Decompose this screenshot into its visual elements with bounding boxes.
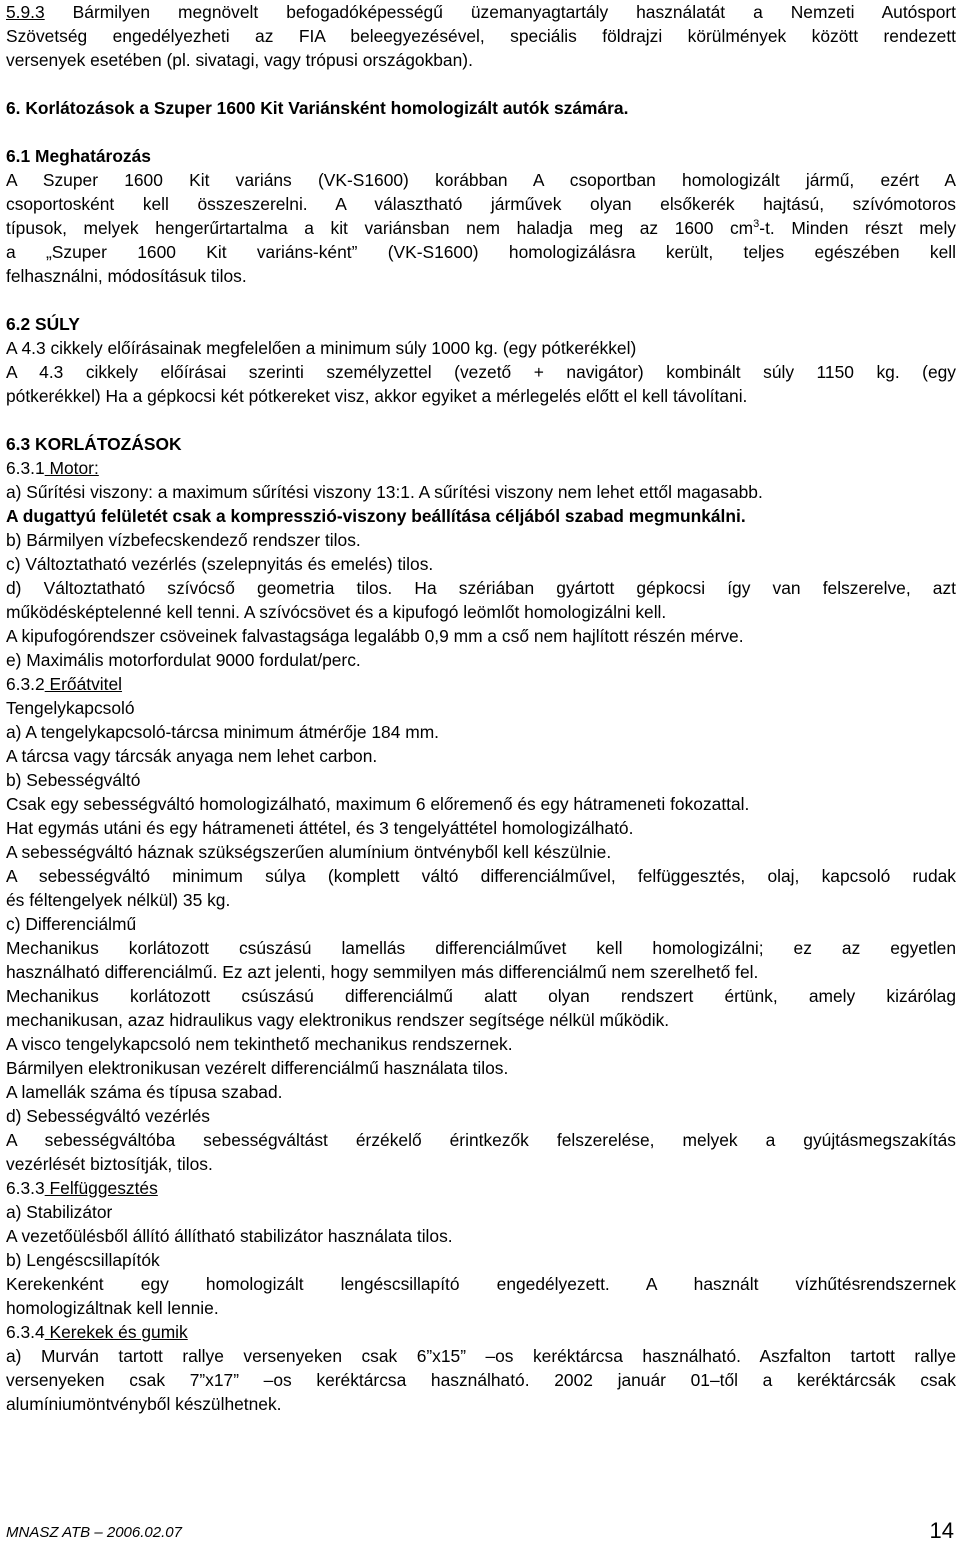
paragraph-line: A 4.3 cikkely előírásainak megfelelően a minimum súly 1000 kg. (egy pótkerékkel) — [6, 338, 637, 358]
paragraph-line: csoportosként kell összeszerelni. A választható járművek olyan elsőkerék hajtású, szívómotoros — [6, 194, 956, 214]
paragraph-line: mechanikusan, azaz hidraulikus vagy elektronikus rendszer segítsége nélkül működik. — [6, 1010, 670, 1030]
paragraph-line: 5.9.3 Bármilyen megnövelt befogadóképességű üzemanyagtartály használatát a Nemzeti Autósport — [6, 2, 956, 22]
paragraph-line: Hat egymás utáni és egy hátrameneti áttétel, és 3 tengelyáttétel homologizálható. — [6, 818, 634, 838]
section-heading-6: 6. Korlátozások a Szuper 1600 Kit Variánsként homologizált autók számára. — [6, 98, 629, 118]
paragraph-line: Tengelykapcsoló — [6, 698, 135, 718]
paragraph-line: c) Differenciálmű — [6, 914, 137, 934]
paragraph-line: pótkerékkel) Ha a gépkocsi két pótkereket visz, akkor egyiket a mérlegelés előtt el kell távolítani. — [6, 386, 748, 406]
paragraph-line: működésképtelenné kell tenni. A szívócsövet és a kipufogó leömlőt homologizálni kell. — [6, 602, 667, 622]
paragraph-line: A sebességváltó háznak szükségszerűen alumínium öntvényből kell készülnie. — [6, 842, 612, 862]
subsection-heading-6-3-1: 6.3.1 Motor: — [6, 458, 99, 478]
subsection-heading-6-3: 6.3 KORLÁTOZÁSOK — [6, 434, 182, 454]
paragraph-line: Mechanikus korlátozott csúszású lamellás differenciálművet kell homologizálni; ez az egyetlen — [6, 938, 956, 958]
paragraph-line: a) A tengelykapcsoló-tárcsa minimum átmérője 184 mm. — [6, 722, 440, 742]
paragraph-line: típusok, melyek hengerűrtartalma a kit variánsban nem haladja meg az 1600 $cm^3-t$. Minden részt mely — [6, 218, 956, 238]
paragraph-line-bold: A dugattyú felületét csak a kompresszió-viszony beállítása céljából szabad megmunkálni. — [6, 506, 746, 526]
paragraph-line: Bármilyen elektronikusan vezérelt differenciálmű használata tilos. — [6, 1058, 509, 1078]
paragraph-line: A kipufogórendszer csöveinek falvastagsága legalább 0,9 mm a cső nem hajlított részén mérve. — [6, 626, 744, 646]
paragraph-line: A Szuper 1600 Kit variáns (VK-S1600) korábban A csoportban homologizált jármű, ezért A — [6, 170, 956, 190]
paragraph-line: A lamellák száma és típusa szabad. — [6, 1082, 283, 1102]
subsection-heading-6-3-2: 6.3.2 Erőátvitel — [6, 674, 123, 694]
paragraph-line: Szövetség engedélyezheti az FIA beleegyezésével, speciális földrajzi körülmények között rendezett — [6, 26, 956, 46]
paragraph-line: b) Sebességváltó — [6, 770, 141, 790]
paragraph-line: homologizáltnak kell lennie. — [6, 1298, 219, 1318]
paragraph-line: versenyeken csak 7”x17” –os keréktárcsa használható. 2002 január 01–től a keréktárcsák csak — [6, 1370, 956, 1390]
paragraph-line: c) Változtatható vezérlés (szelepnyitás és emelés) tilos. — [6, 554, 434, 574]
paragraph-line: A 4.3 cikkely előírásai szerinti személyzettel (vezető + navigátor) kombinált súly 1150 kg. (egy — [6, 362, 956, 382]
paragraph-line: e) Maximális motorfordulat 9000 fordulat/perc. — [6, 650, 361, 670]
page-number: 14 — [929, 1518, 954, 1543]
paragraph-line: a) Stabilizátor — [6, 1202, 113, 1222]
paragraph-line: A sebességváltó minimum súlya (komplett váltó differenciálművel, felfüggesztés, olaj, kapcsoló rudak — [6, 866, 956, 886]
paragraph-line: d) Sebességváltó vezérlés — [6, 1106, 210, 1126]
paragraph-line: és féltengelyek nélkül) 35 kg. — [6, 890, 231, 910]
paragraph-line: a) Murván tartott rallye versenyeken csak 6”x15” –os keréktárcsa használható. Aszfalton tartott rallye — [6, 1346, 956, 1366]
paragraph-line: Mechanikus korlátozott csúszású differenciálmű alatt olyan rendszert értünk, amely kizárólag — [6, 986, 956, 1006]
paragraph-line: felhasználni, módosításuk tilos. — [6, 266, 247, 286]
subsection-heading-6-1: 6.1 Meghatározás — [6, 146, 151, 166]
paragraph-line: Csak egy sebességváltó homologizálható, maximum 6 előremenő és egy hátrameneti fokozattal. — [6, 794, 750, 814]
paragraph-line: használható differenciálmű. Ez azt jelenti, hogy semmilyen más differenciálmű nem szerelhető fel. — [6, 962, 759, 982]
section-number-link[interactable]: 5.9.3 — [6, 2, 45, 22]
footer-doc-ref: MNASZ ATB – 2006.02.07 — [6, 1524, 182, 1541]
subsection-heading-6-3-3: 6.3.3 Felfüggesztés — [6, 1178, 158, 1198]
paragraph-line: A sebességváltóba sebességváltást érzékelő érintkezők felszerelése, melyek a gyújtásmegszakítás — [6, 1130, 956, 1150]
paragraph-line: A vezetőülésből állító állítható stabilizátor használata tilos. — [6, 1226, 453, 1246]
paragraph-line: d) Változtatható szívócső geometria tilos. Ha szériában gyártott gépkocsi így van felszerelve, azt — [6, 578, 956, 598]
paragraph-line: vezérlését biztosítják, tilos. — [6, 1154, 213, 1174]
paragraph-line: versenyek esetében (pl. sivatagi, vagy trópusi országokban). — [6, 50, 473, 70]
paragraph-line: b) Lengéscsillapítók — [6, 1250, 160, 1270]
paragraph-line: a „Szuper 1600 Kit variáns-ként” (VK-S1600) homologizálásra került, teljes egészében kell — [6, 242, 956, 262]
paragraph-line: alumíniumöntvényből készülhetnek. — [6, 1394, 282, 1414]
paragraph-line: a) Sűrítési viszony: a maximum sűrítési viszony 13:1. A sűrítési viszony nem lehet ettől magasabb. — [6, 482, 763, 502]
paragraph-line: A visco tengelykapcsoló nem tekinthető mechanikus rendszernek. — [6, 1034, 513, 1054]
subsection-heading-6-3-4: 6.3.4 Kerekek és gumik — [6, 1322, 188, 1342]
paragraph-line: b) Bármilyen vízbefecskendező rendszer tilos. — [6, 530, 361, 550]
subsection-heading-6-2: 6.2 SÚLY — [6, 314, 80, 334]
paragraph-line: Kerekenként egy homologizált lengéscsillapító engedélyezett. A használt vízhűtésrendszernek — [6, 1274, 956, 1294]
paragraph-line: A tárcsa vagy tárcsák anyaga nem lehet carbon. — [6, 746, 378, 766]
